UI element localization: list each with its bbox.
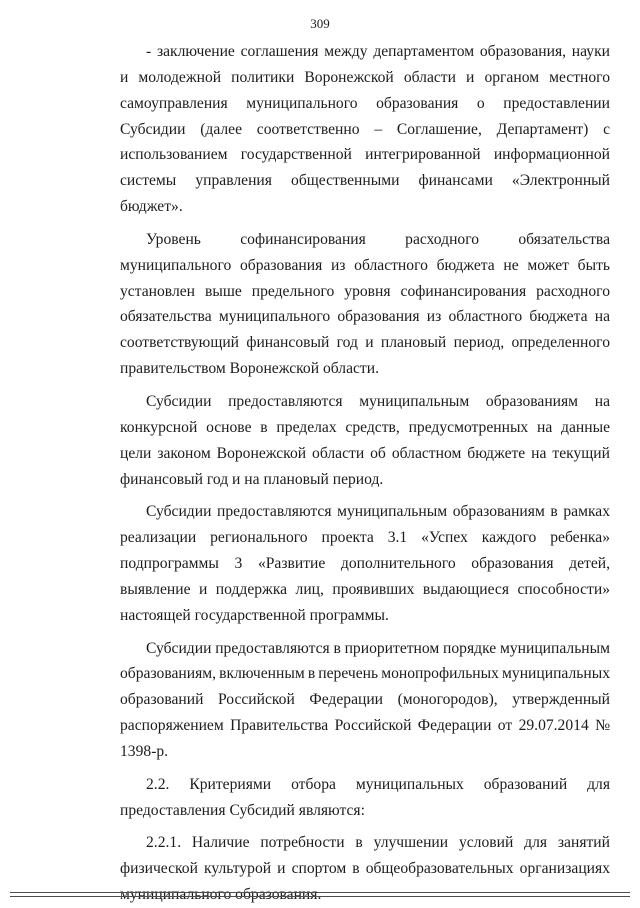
document-body [120, 39, 610, 908]
paragraph-selection-criteria: 2.2. Критериями отбора муниципальных образований для предоставления Субсидий являются: [120, 775, 610, 819]
paragraph-cofinancing-level: Уровень софинансирования расходного обязательства муниципального образования из областного бюджета не может быть установлен выше предельного уровня софинансирования расходного обязательства муниципального образования из областного бюджета на соответствующий финансовый год и плановый период, определенного правительством Воронежской области. [120, 230, 610, 378]
paragraph-agreement: - заключение соглашения между департаментом образования, науки и молодежной политики Воронежской области и органом местного самоуправления муниципального образования о предоставлении Субсидии (далее соответственно – Соглашение, Департамент) с использованием государственной интегрированной информационной системы управления общественными финансами «Электронный бюджет». [120, 43, 610, 216]
paragraph-criterion-2-2-1: 2.2.1. Наличие потребности в улучшении условий для занятий физической культурой и спортом в общеобразовательных организациях муниципального образования. [120, 834, 610, 904]
footer-divider [10, 896, 630, 897]
paragraph-regional-project: Субсидии предоставляются муниципальным образованиям в рамках реализации регионального проекта 3.1 «Успех каждого ребенка» подпрограммы 3 «Развитие дополнительного образования детей, выявление и поддержка лиц, проявивших выдающиеся способности» настоящей государственной программы. [120, 503, 610, 624]
paragraph-priority-order: Субсидии предоставляются в приоритетном порядке муниципальным образованиям, включенным в перечень монопрофильных муниципальных образований Российской Федерации (моногородов), утвержденный распоряжением Правительства Российской Федерации от 29.07.2014 № 1398-р. [120, 639, 610, 760]
footer-divider [10, 892, 630, 893]
page-number: 309 [310, 16, 330, 31]
paragraph-competitive-basis: Субсидии предоставляются муниципальным образованиям на конкурсной основе в пределах средств, предусмотренных на данные цели законом Воронежской области об областном бюджете на текущий финансовый год и на плановый период. [120, 392, 610, 488]
